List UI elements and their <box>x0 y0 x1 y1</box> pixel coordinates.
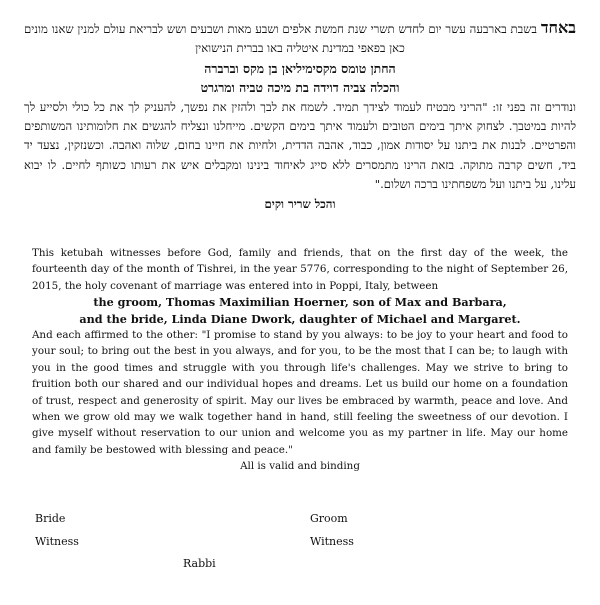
bride-signature[interactable] <box>35 512 269 525</box>
hebrew-text-block <box>24 18 576 214</box>
bride-signature-label: Bride <box>35 512 66 525</box>
rabbi-signature-line[interactable] <box>219 566 419 567</box>
english-closing: All is valid and binding <box>240 460 360 473</box>
english-text-block <box>32 245 568 475</box>
groom-signature-line[interactable] <box>351 521 551 522</box>
english-bride-line: and the bride, Linda Diane Dwork, daughter of Michael and Margaret. <box>79 311 521 326</box>
hebrew-vows: ונודרים זה בפני זו: "הריני מבטיח לעמוד לצידך תמיד. לשמח את לבך ולהזין את נפשך, להעניק לך את כל כולי ולסייע לך להיות במיטבך. לצחוק איתך בימים הטובים ולעמוד איתך בימים הקשים. מייחלנו ונצליח להגשים את חלומותינו המשותפים והפרטיים. לבנות את ביתנו על יסודות אמון, כבוד, אהבה הדדית, ולחיות את חיינו בחום, שלוה ואהבה. וכשנזקין, נצעד יד ביד, חשים קרבה מתוקה. בזאת הרינו מתמסרים ללא סייג לאיחוד בינינו ומקבלים איש את רעותו כשותף לחיים. לו יבוא עלינו, על ביתנו ועל משפחתינו ברכה ושלום." <box>24 99 576 192</box>
witness-left-label: Witness <box>35 535 79 548</box>
hebrew-closing: והכל שריר וקים <box>264 196 336 211</box>
witness-left-signature[interactable] <box>35 535 282 548</box>
witness-right-signature[interactable] <box>310 535 557 548</box>
witness-right-label: Witness <box>310 535 354 548</box>
english-groom-line: the groom, Thomas Maximilian Hoerner, son of Max and Barbara, <box>93 295 507 310</box>
bride-signature-line[interactable] <box>69 521 269 522</box>
groom-signature[interactable] <box>310 512 551 525</box>
hebrew-opening-rest: בשבת בארבעה עשר יום לחדש תשרי שנת חמשת אלפים ושבע מאות ושבעים ושש לבריאת עולם למנין שאנו מונים כאן בפאפי במדינת איטליה באו בברית הנישואין <box>24 22 538 56</box>
hebrew-bride-line: והכלה צביה דוידה בת מיכה טביה ומרגרט <box>200 80 400 96</box>
rabbi-signature[interactable] <box>183 557 419 570</box>
groom-signature-label: Groom <box>310 512 348 525</box>
english-vows: And each affirmed to the other: "I promise to stand by you always: to be joy to your heart and food to your soul; to bring out the best in you always, and for you, to be the most that I can be; to laugh with you in the good times and struggle with you through life's challenges. May we strive to bring to fruition both our shared and our individual hopes and dreams. Let us build our home on a foundation of trust, respect and generosity of spirit. May our lives be embraced by warmth, peace and love. And when we grow old may we walk together hand in hand, still feeling the sweetness of our devotion. I give myself without reservation to our union and welcome you as my partner in life. May our home and family be bestowed with blessing and peace." <box>32 329 568 456</box>
english-opening: This ketubah witnesses before God, family and friends, that on the first day of the week, the fourteenth day of the month of Tishrei, in the year 5776, corresponding to the night of September 26, 2015, the holy covenant of marriage was entered into in Poppi, Italy, between <box>32 247 568 292</box>
hebrew-groom-line: החתן טומס מקסימיליאן בן מקס וברברה <box>204 60 396 76</box>
hebrew-opening <box>24 18 576 59</box>
witness-left-line[interactable] <box>82 544 282 545</box>
witness-right-line[interactable] <box>357 544 557 545</box>
rabbi-label: Rabbi <box>183 557 216 570</box>
hebrew-opening-first-word: באחד <box>540 18 576 37</box>
